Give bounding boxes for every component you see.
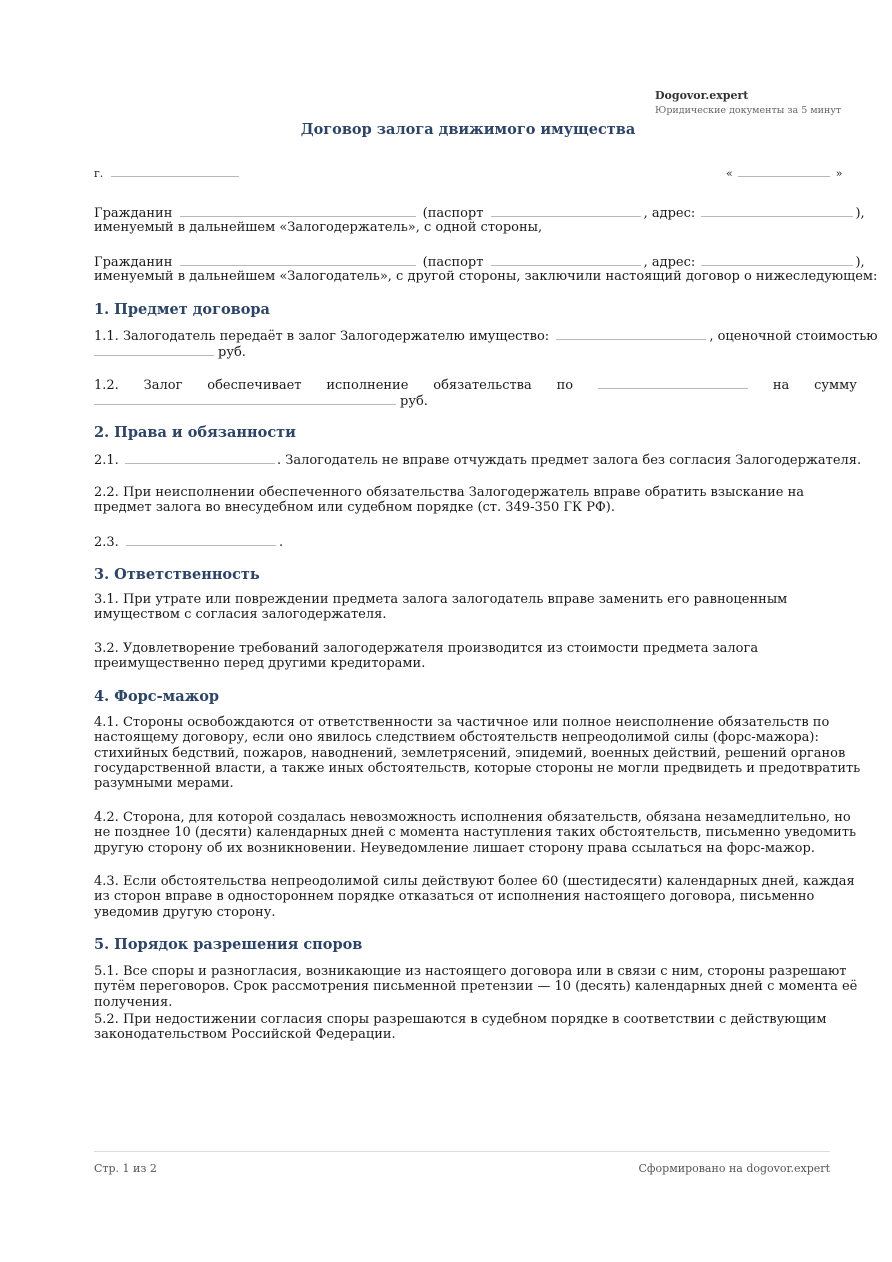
clause-2-1-number: 2.1. — [94, 453, 119, 468]
clause-1-2-w7: на — [772, 378, 790, 393]
clause-1-2-w8: сумму — [814, 378, 857, 393]
date-close-quote: » — [835, 167, 843, 180]
party1-passport-label: (паспорт — [422, 206, 484, 221]
party1-name-blank[interactable] — [180, 205, 416, 217]
clause-3-2: 3.2. Удовлетворение требований залогодержателя производится из стоимости предмета залога преимущественно перед другими кредиторами. — [94, 641, 759, 672]
section2-heading: 2. Права и обязанности — [94, 424, 296, 441]
party2-address-blank[interactable] — [701, 254, 853, 266]
clause-1-1-currency: руб. — [218, 345, 246, 361]
date-line — [726, 165, 842, 181]
property-blank[interactable] — [556, 328, 706, 340]
party2-close: ), — [855, 255, 865, 270]
section5-heading: 5. Порядок разрешения споров — [94, 936, 363, 953]
clause-1-2 — [94, 377, 857, 410]
clause-4-3: 4.3. Если обстоятельства непреодолимой силы действуют более 60 (шестидесяти) календарных дней, каждая из сторон вправе в одностороннем порядке отказаться от исполнения настоящего договора, письменно уведомив другую сторону. — [94, 874, 855, 920]
city-line — [94, 165, 239, 181]
clause-2-3-text: . — [278, 535, 284, 550]
party2-line2: именуемый в дальнейшем «Залогодатель», с другой стороны, заключили настоящий договор о нижеследующем: — [94, 269, 878, 284]
clause-1-2-w6: по — [556, 378, 574, 393]
city-blank[interactable] — [111, 165, 239, 177]
party1-line2: именуемый в дальнейшем «Залогодержатель», с одной стороны, — [94, 220, 543, 235]
brand-tagline: Юридические документы за 5 минут — [655, 105, 842, 116]
clause-1-2-line1 — [94, 377, 857, 393]
party1-close: ), — [855, 206, 865, 221]
clause-1-2-w5: обязательства — [433, 378, 532, 393]
clause-2-3 — [94, 534, 283, 550]
clause-4-2: 4.2. Сторона, для которой создалась невозможность исполнения обязательств, обязана незамедлительно, но не позднее 10 (десяти) календарных дней с момента наступления таких обстоятельств, письменно уведомить другую сторону об их возникновении. Неуведомление лишает сторону права ссылаться на форс-мажор. — [94, 810, 857, 856]
section3-heading: 3. Ответственность — [94, 566, 260, 583]
valuation-blank[interactable] — [94, 344, 214, 356]
footer-divider — [94, 1151, 830, 1152]
party2-passport-label: (паспорт — [422, 255, 484, 270]
obligation-blank[interactable] — [598, 377, 748, 389]
party1-line1 — [94, 205, 865, 221]
party2-passport-blank[interactable] — [491, 254, 641, 266]
clause-2-3-number: 2.3. — [94, 535, 119, 550]
clause-3-1: 3.1. При утрате или повреждении предмета залога залогодатель вправе заменить его равноценным имуществом с согласия залогодержателя. — [94, 592, 788, 623]
clause-1-1-text: 1.1. Залогодатель передаёт в залог Залогодержателю имущество: — [94, 329, 550, 344]
clause-1-2-line2 — [94, 393, 857, 409]
clause-1-2-w2: Залог — [143, 378, 183, 393]
clause-2-1-blank[interactable] — [125, 452, 275, 464]
clause-2-3-blank[interactable] — [126, 534, 276, 546]
city-prefix: г. — [94, 167, 104, 180]
brand-block — [655, 89, 841, 118]
party2-address-label: , адрес: — [643, 255, 696, 270]
clause-1-1-value-label: , оценочной стоимостью — [709, 329, 878, 344]
party1-address-label: , адрес: — [643, 206, 696, 221]
date-blank[interactable] — [738, 165, 830, 177]
brand-name: Dogovor.expert — [655, 89, 749, 102]
page-number: Стр. 1 из 2 — [94, 1162, 157, 1175]
clause-1-2-w3: обеспечивает — [207, 378, 302, 393]
clause-2-2: 2.2. При неисполнении обеспеченного обязательства Залогодержатель вправе обратить взыскание на предмет залога во внесудебном или судебном порядке (ст. 349-350 ГК РФ). — [94, 485, 805, 516]
clause-1-2-w1: 1.2. — [94, 378, 119, 393]
clause-4-1: 4.1. Стороны освобождаются от ответственности за частичное или полное неисполнение обязательств по настоящему договору, если оно явилось следствием обстоятельств непреодолимой силы (форс-мажора): стихийных бедствий, пожаров, наводнений, землетрясений, эпидемий, военных действий, решений органов государственной власти, а также иных обстоятельств, которые стороны не могли предвидеть и предотвратить разумными мерами. — [94, 715, 861, 792]
footer-generated-note: Сформировано на dogovor.expert — [638, 1162, 830, 1175]
section4-heading: 4. Форс-мажор — [94, 688, 220, 705]
clause-1-1 — [94, 328, 878, 361]
clause-1-1-line2 — [94, 344, 864, 360]
clause-2-1 — [94, 452, 861, 468]
document-title: Договор залога движимого имущества — [300, 121, 636, 138]
party2-line1 — [94, 254, 865, 270]
party1-passport-blank[interactable] — [491, 205, 641, 217]
clause-1-1-line1 — [94, 328, 878, 344]
section1-heading: 1. Предмет договора — [94, 301, 270, 318]
clause-1-2-currency: руб. — [400, 394, 428, 410]
amount-blank[interactable] — [94, 393, 396, 405]
clause-1-2-w4: исполнение — [326, 378, 409, 393]
clause-5-2: 5.2. При недостижении согласия споры разрешаются в судебном порядке в соответствии с действующим законодательством Российской Федерации. — [94, 1012, 827, 1043]
party2-name-blank[interactable] — [180, 254, 416, 266]
clause-2-1-text: . Залогодатель не вправе отчуждать предмет залога без согласия Залогодержателя. — [276, 453, 862, 468]
date-open-quote: « — [726, 167, 733, 180]
party1-label: Гражданин — [94, 206, 173, 221]
clause-5-1: 5.1. Все споры и разногласия, возникающие из настоящего договора или в связи с ним, стороны разрешают путём переговоров. Срок рассмотрения письменной претензии — 10 (десять) календарных дней с момента её получения. — [94, 964, 858, 1010]
party1-address-blank[interactable] — [701, 205, 853, 217]
party2-label: Гражданин — [94, 255, 173, 270]
